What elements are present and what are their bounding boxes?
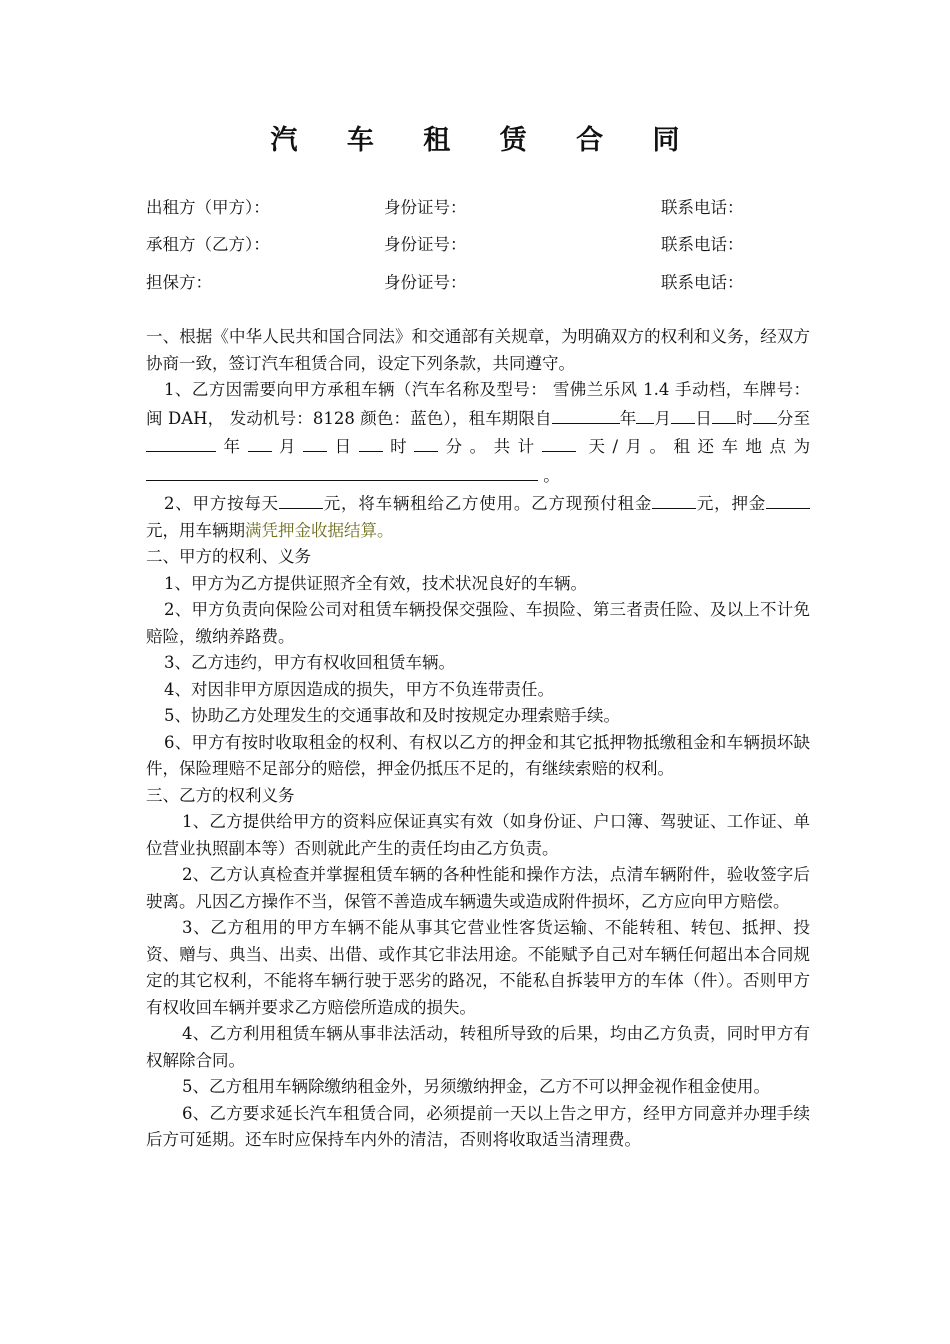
- clause-text: 时: [735, 408, 753, 428]
- id-number-label: 身份证号：: [384, 235, 467, 254]
- section-3-item: 6、乙方要求延长汽车租赁合同，必须提前一天以上告之甲方，经甲方同意并办理手续后方可延期。还车时应保持车内外的清洁，否则将收取适当清理费。: [146, 1103, 810, 1149]
- phone-label: 联系电话：: [661, 273, 744, 292]
- party-row-guarantor: [146, 268, 806, 298]
- section-2-heading: 二、甲方的权利、义务: [146, 547, 311, 566]
- clause-text: 元，用车辆期: [146, 520, 245, 540]
- blank-line: [671, 404, 695, 424]
- clause-text: 月: [654, 408, 672, 428]
- blank-line: [303, 432, 327, 452]
- phone-label: 联系电话：: [661, 235, 744, 254]
- clause-text: 分至: [776, 408, 811, 428]
- blank-line: [146, 432, 216, 452]
- clause-text: 分。共计: [438, 437, 542, 456]
- section-2-item: 5、协助乙方处理发生的交通事故和及时按规定办理索赔手续。: [164, 706, 620, 725]
- party-role-label: 担保方：: [146, 273, 212, 292]
- blank-line: [542, 432, 576, 452]
- clause-text: 。: [543, 465, 560, 485]
- clause-text: 日: [327, 437, 359, 456]
- clause-text: 时: [382, 437, 415, 456]
- section-3-heading: 三、乙方的权利义务: [146, 785, 295, 805]
- blank-line: [359, 432, 383, 452]
- blank-line: [414, 432, 438, 452]
- clause-text: 日: [695, 408, 712, 428]
- blank-line: [636, 404, 654, 424]
- clause-text: 2、甲方按每天: [164, 494, 279, 513]
- party-row-lessee: [146, 230, 806, 260]
- id-number-label: 身份证号：: [384, 198, 467, 217]
- clause-2-rent-deposit: [146, 489, 810, 544]
- clause-text-highlight: 满凭押金收据结算。: [245, 520, 394, 540]
- section-3-item: 3、乙方租用的甲方车辆不能从事其它营业性客货运输、不能转租、转包、抵押、投资、赠与、典当、出卖、出借、或作其它非法用途。不能赋予自己对车辆任何超出本合同规定的其它权利，不能将车辆行驶于恶劣的路况，不能私自拆装甲方的车体（件）。否则甲方有权收回车辆并要求乙方赔偿所造成的损失。: [146, 918, 810, 1017]
- blank-line: [552, 404, 620, 424]
- clause-text: 年: [216, 437, 248, 456]
- clause-1-rental-term: [146, 377, 810, 489]
- section-3-item: 1、乙方提供给甲方的资料应保证真实有效（如身份证、户口簿、驾驶证、工作证、单位营业执照副本等）否则就此产生的责任均由乙方负责。: [146, 812, 810, 858]
- clause-text: 1、乙方因需要向甲方承租车辆（汽车名称及型号： 雪佛兰乐风 1.4 手动档，车牌号：闽 DAH， 发动机号：8128 颜色：蓝色），租车期限自: [146, 380, 810, 428]
- phone-label: 联系电话：: [661, 198, 744, 217]
- blank-line: [753, 404, 777, 424]
- section-2-item: 1、甲方为乙方提供证照齐全有效，技术状况良好的车辆。: [164, 573, 587, 593]
- blank-line: [766, 489, 810, 509]
- blank-line: [279, 489, 323, 509]
- clause-text: 元，将车辆租给乙方使用。乙方现预付租金: [322, 494, 653, 513]
- party-role-label: 承租方（乙方）：: [146, 235, 270, 254]
- clause-text: 天/月。租还车地点为: [588, 437, 811, 456]
- intro-clause: 一、根据《中华人民共和国合同法》和交通部有关规章，为明确双方的权利和义务，经双方协商一致，签订汽车租赁合同，设定下列条款，共同遵守。: [146, 327, 810, 373]
- clause-text: 元，押金: [696, 494, 766, 513]
- section-2-item: 6、甲方有按时收取租金的权利、有权以乙方的押金和其它抵押物抵缴租金和车辆损坏缺件，保险理赔不足部分的赔偿，押金仍抵压不足的，有继续索赔的权利。: [146, 732, 810, 778]
- section-3-item: 2、乙方认真检查并掌握租赁车辆的各种性能和操作方法，点清车辆附件，验收签字后驶离。凡因乙方操作不当，保管不善造成车辆遗失或造成附件损坏，乙方应向甲方赔偿。: [146, 865, 810, 911]
- id-number-label: 身份证号：: [384, 273, 467, 292]
- blank-line: [652, 489, 696, 509]
- clause-text: 月: [271, 437, 304, 456]
- party-row-lessor: [146, 193, 806, 223]
- section-3-item: 4、乙方利用租赁车辆从事非法活动，转租所导致的后果，均由乙方负责，同时甲方有权解除合同。: [146, 1024, 810, 1070]
- contract-body: [146, 324, 810, 1154]
- party-role-label: 出租方（甲方）：: [146, 198, 270, 217]
- section-2-item: 3、乙方违约，甲方有权收回租赁车辆。: [164, 653, 455, 672]
- blank-line: [146, 461, 538, 481]
- section-3-item: 5、乙方租用车辆除缴纳租金外，另须缴纳押金，乙方不可以押金视作租金使用。: [182, 1077, 770, 1096]
- blank-line: [248, 432, 272, 452]
- page-title: 汽 车 租 赁 合 同: [270, 125, 700, 156]
- section-2-item: 2、甲方负责向保险公司对租赁车辆投保交强险、车损险、第三者责任险、及以上不计免赔险，缴纳养路费。: [146, 600, 810, 646]
- section-2-item: 4、对因非甲方原因造成的损失，甲方不负连带责任。: [164, 679, 554, 699]
- clause-text: 年: [619, 408, 637, 428]
- blank-line: [712, 404, 736, 424]
